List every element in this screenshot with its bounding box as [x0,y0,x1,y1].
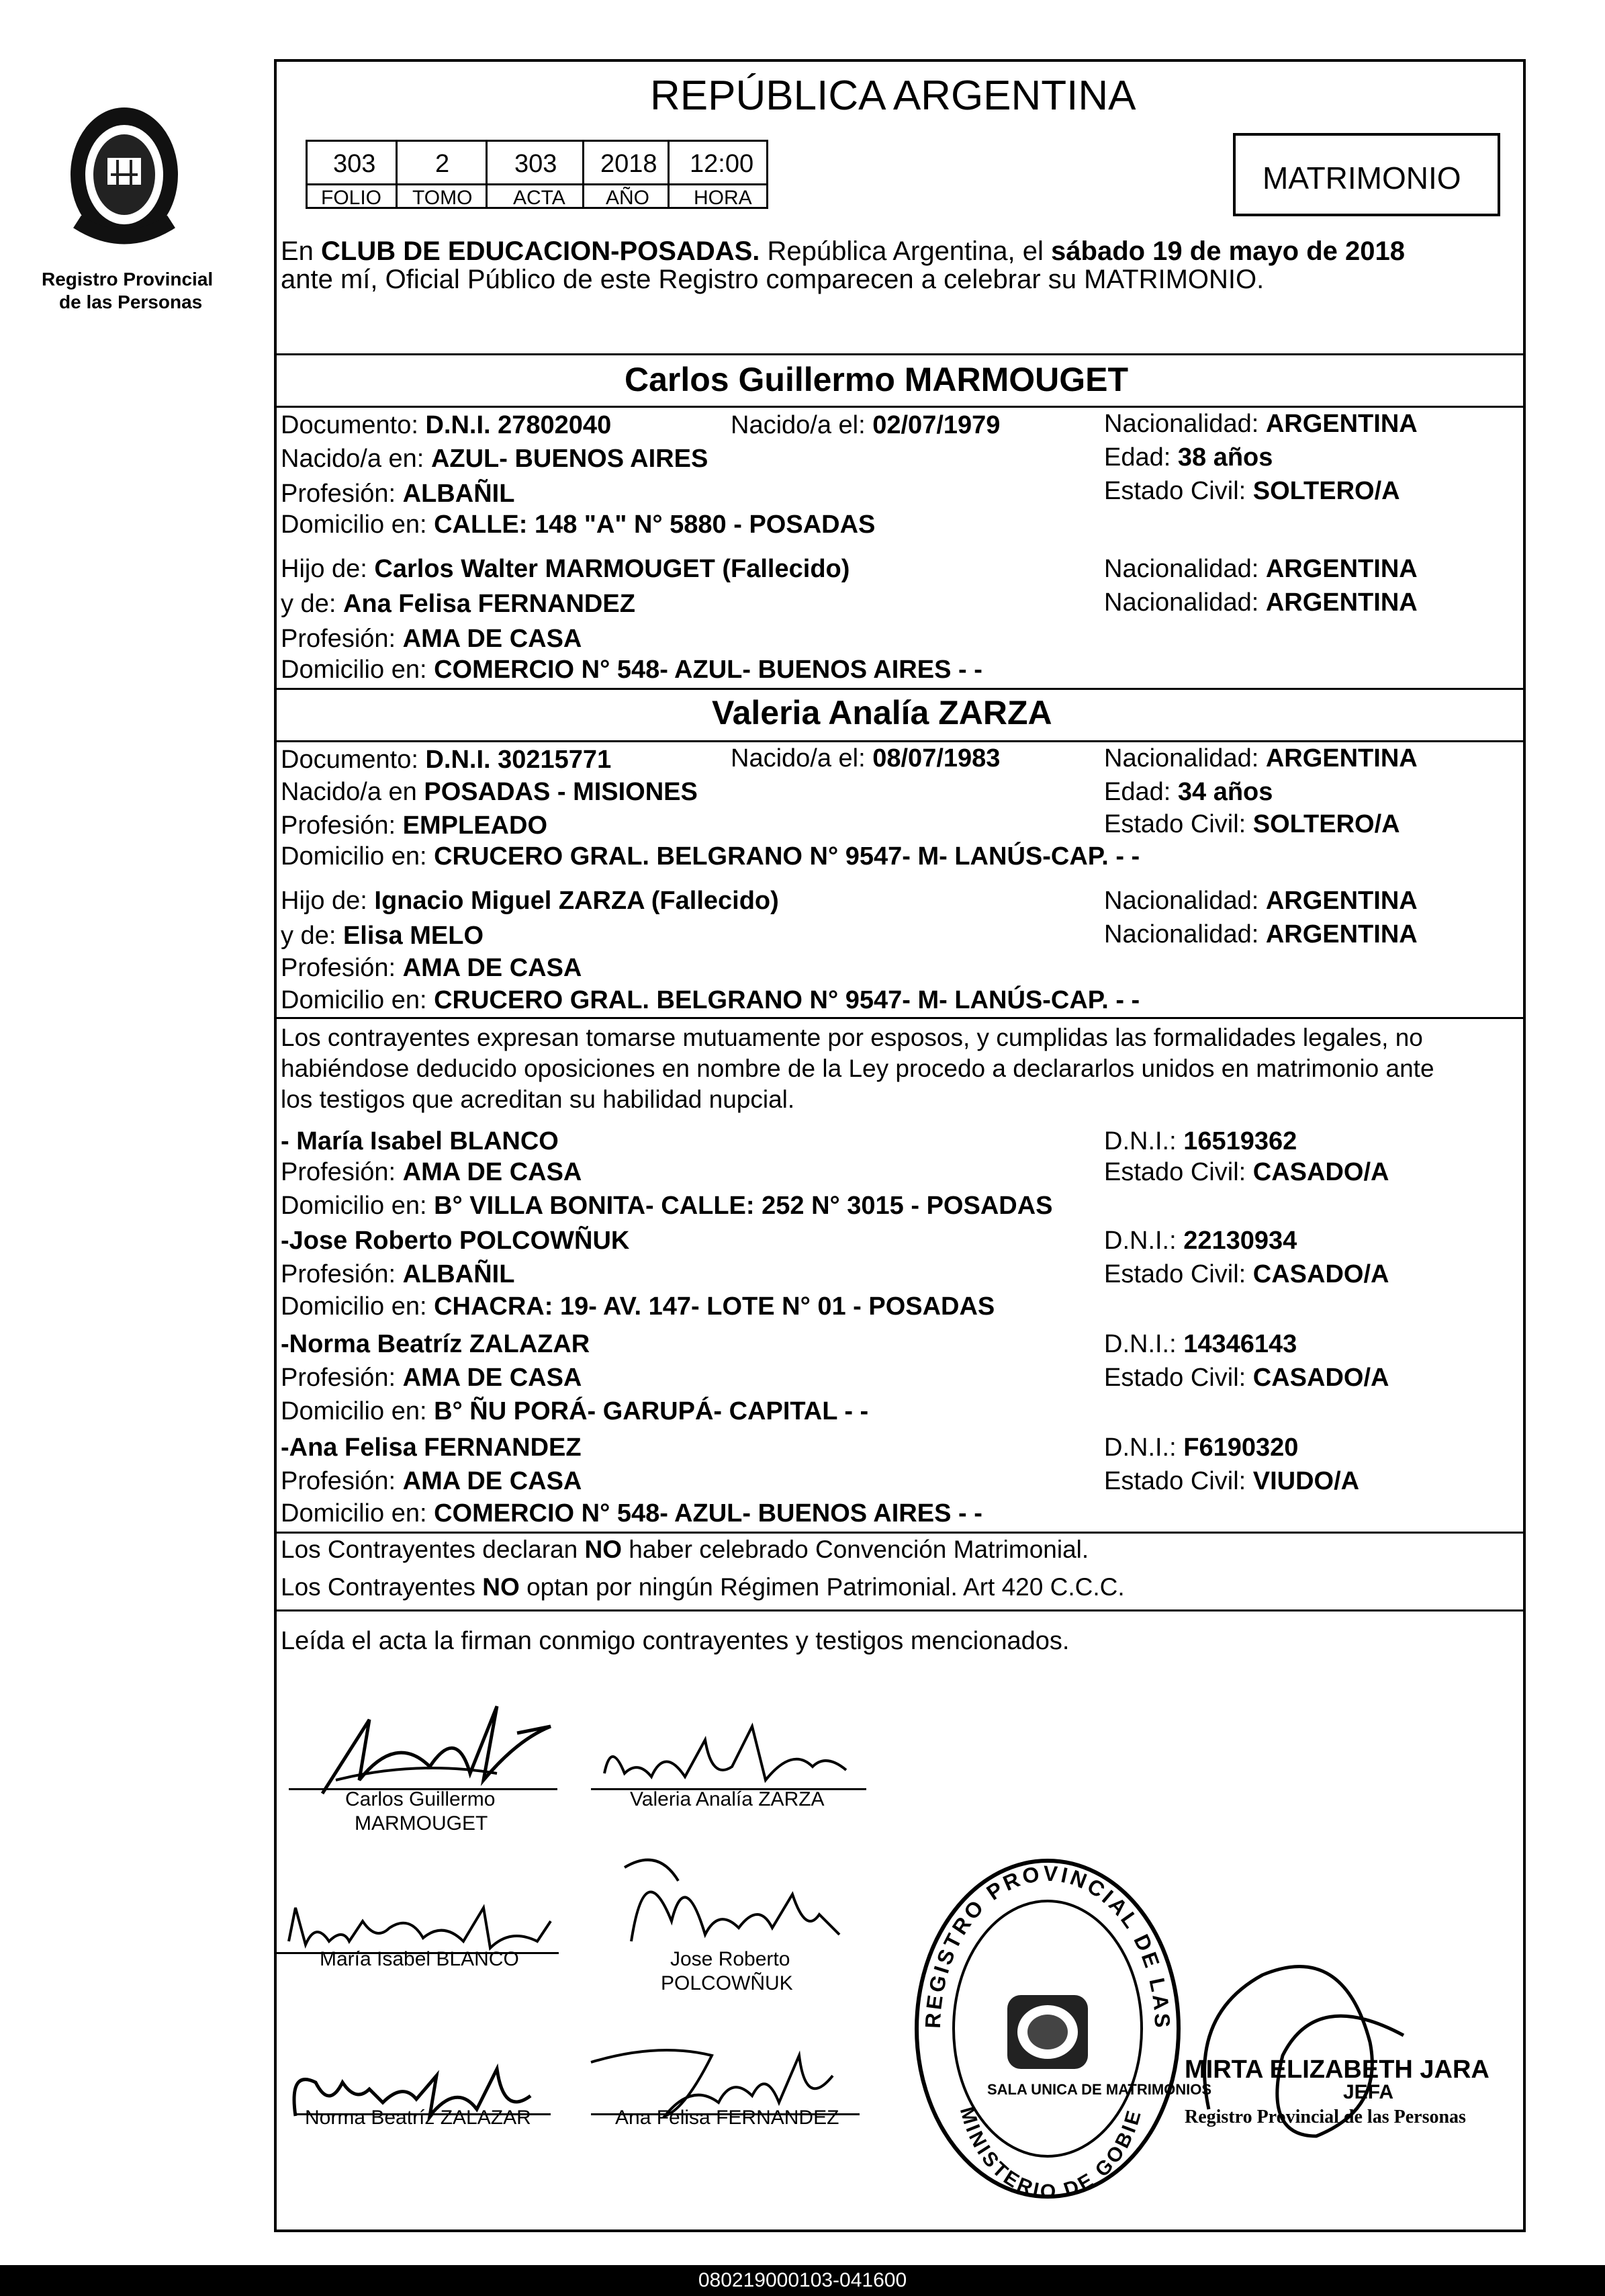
hora-label: HORA [668,183,768,209]
witness-3-civil: Estado Civil: CASADO/A [1104,1364,1389,1392]
spouse2-civil: Estado Civil: SOLTERO/A [1104,810,1400,838]
official-office: Registro Provincial de las Personas [1185,2107,1466,2127]
spouse1-age: Edad: 38 años [1104,443,1273,472]
spouse2-age: Edad: 34 años [1104,778,1273,806]
divider-1 [274,353,1526,355]
spouse2-doc: Documento: D.N.I. 30215771 [281,746,612,774]
intro-line-2: ante mí, Oficial Público de este Registro comparecen a celebrar su MATRIMONIO. [281,265,1265,294]
witness-4-prof: Profesión: AMA DE CASA [281,1467,582,1495]
signature-1-name-2: MARMOUGET [355,1812,488,1835]
witness-2-addr: Domicilio en: CHACRA: 19- AV. 147- LOTE N° 01 - POSADAS [281,1292,995,1321]
tomo-cell: 2 [396,140,488,185]
witness-1-prof: Profesión: AMA DE CASA [281,1158,582,1186]
witness-3-name: -Norma Beatríz ZALAZAR [281,1330,590,1358]
official-role: JEFA [1343,2081,1394,2103]
spouse2-parent-addr: Domicilio en: CRUCERO GRAL. BELGRANO N° 9547- M- LANÚS-CAP. - - [281,986,1140,1014]
witness-4-addr: Domicilio en: COMERCIO N° 548- AZUL- BUENOS AIRES - - [281,1499,982,1528]
signature-3-name: María Isabel BLANCO [320,1948,519,1970]
spouse2-born: Nacido/a el: 08/07/1983 [731,744,1001,772]
divider-4 [274,740,1526,742]
intro-line-1: En CLUB DE EDUCACION-POSADAS. República Argentina, el sábado 19 de mayo de 2018 [281,236,1405,266]
witness-2-prof: Profesión: ALBAÑIL [281,1260,515,1288]
witness-3-addr: Domicilio en: B° ÑU PORÁ- GARUPÁ- CAPITAL - - [281,1397,869,1425]
witness-3-dni: D.N.I.: 14346143 [1104,1330,1297,1358]
anio-cell: 2018 [582,140,670,185]
spouse2-mother-nat: Nacionalidad: ARGENTINA [1104,920,1418,948]
declaration-line-3: los testigos que acreditan su habilidad nupcial. [281,1086,795,1113]
witness-4-name: -Ana Felisa FERNANDEZ [281,1433,582,1462]
spouse2-prof: Profesión: EMPLEADO [281,811,548,840]
spouse1-mother: y de: Ana Felisa FERNANDEZ [281,590,635,618]
witness-1-addr: Domicilio en: B° VILLA BONITA- CALLE: 252 N° 3015 - POSADAS [281,1192,1053,1220]
witness-1-dni: D.N.I.: 16519362 [1104,1127,1297,1155]
witness-2-name: -Jose Roberto POLCOWÑUK [281,1227,630,1255]
witness-4-civil: Estado Civil: VIUDO/A [1104,1467,1360,1495]
doc-type: MATRIMONIO [1263,161,1461,195]
official-seal [900,1841,1212,2203]
signature-4-name-2: POLCOWÑUK [661,1972,793,1994]
signature-4-name-1: Jose Roberto [670,1948,790,1970]
acta-cell: 303 [486,140,584,185]
divider-2 [274,406,1526,408]
registry-logo [37,94,212,262]
witness-1-civil: Estado Civil: CASADO/A [1104,1158,1389,1186]
spouse2-parent-prof: Profesión: AMA DE CASA [281,954,582,982]
spouse1-place: Nacido/a en: AZUL- BUENOS AIRES [281,445,708,473]
spouse1-nat: Nacionalidad: ARGENTINA [1104,410,1418,438]
spouse1-addr: Domicilio en: CALLE: 148 "A" N° 5880 - POSADAS [281,511,876,539]
signature-1-scribble [295,1679,578,1800]
declaration-line-1: Los contrayentes expresan tomarse mutuamente por esposos, y cumplidas las formalidades legales, no [281,1024,1423,1051]
hora-cell: 12:00 [668,140,768,185]
provincial-shield-icon [37,94,212,262]
signature-2-scribble [598,1720,880,1794]
witness-1-name: - María Isabel BLANCO [281,1127,559,1155]
seal-top-text: REGISTRO PROVINCIAL DE LAS [920,1861,1175,2031]
logo-text-2: de las Personas [59,292,203,312]
signature-1-name-1: Carlos Guillermo [345,1788,496,1810]
convention-line-2: Los Contrayentes NO optan por ningún Régimen Patrimonial. Art 420 C.C.C. [281,1573,1125,1601]
acta-label: ACTA [486,183,584,209]
logo-text-1: Registro Provincial [42,269,214,290]
footer-code: 080219000103-041600 [0,2265,1605,2296]
witness-2-civil: Estado Civil: CASADO/A [1104,1260,1389,1288]
divider-3 [274,688,1526,690]
folio-label: FOLIO [306,183,398,209]
spouse1-name: Carlos Guillermo MARMOUGET [625,361,1129,398]
spouse1-parent-addr: Domicilio en: COMERCIO N° 548- AZUL- BUENOS AIRES - - [281,656,982,684]
signature-6-name: Ana Felisa FERNANDEZ [615,2107,839,2129]
divider-6 [274,1532,1526,1534]
witness-3-prof: Profesión: AMA DE CASA [281,1364,582,1392]
spouse1-prof: Profesión: ALBAÑIL [281,480,515,508]
anio-label: AÑO [582,183,670,209]
seal-bottom-text: MINISTERIO DE GOBIE [955,2104,1146,2203]
signature-5-name: Norma Beatríz ZALAZAR [305,2107,531,2129]
spouse2-father: Hijo de: Ignacio Miguel ZARZA (Fallecido) [281,887,779,915]
spouse2-nat: Nacionalidad: ARGENTINA [1104,744,1418,772]
spouse2-name: Valeria Analía ZARZA [712,694,1052,732]
spouse2-father-nat: Nacionalidad: ARGENTINA [1104,887,1418,915]
spouse1-father-nat: Nacionalidad: ARGENTINA [1104,555,1418,583]
spouse2-mother: y de: Elisa MELO [281,922,484,950]
official-name: MIRTA ELIZABETH JARA [1185,2056,1489,2084]
seal-stamp-icon [900,1841,1195,2203]
divider-7 [274,1609,1526,1611]
witness-4-dni: D.N.I.: F6190320 [1104,1433,1299,1462]
spouse1-civil: Estado Civil: SOLTERO/A [1104,477,1400,505]
declaration-line-2: habiéndose deducido oposiciones en nombre de la Ley procedo a declararlos unidos en matrimonio ante [281,1055,1434,1082]
divider-5 [274,1017,1526,1019]
doc-type-box [1233,133,1500,216]
spouse1-mother-nat: Nacionalidad: ARGENTINA [1104,588,1418,617]
convention-line-1: Los Contrayentes declaran NO haber celebrado Convención Matrimonial. [281,1536,1089,1563]
spouse2-place: Nacido/a en POSADAS - MISIONES [281,778,698,806]
spouse1-born: Nacido/a el: 02/07/1979 [731,411,1001,439]
signature-2-name: Valeria Analía ZARZA [630,1788,825,1810]
spouse1-parent-prof: Profesión: AMA DE CASA [281,625,582,653]
closing-text: Leída el acta la firman conmigo contrayentes y testigos mencionados. [281,1627,1070,1655]
country-title: REPÚBLICA ARGENTINA [650,73,1136,119]
folio-cell: 303 [306,140,398,185]
spouse1-father: Hijo de: Carlos Walter MARMOUGET (Fallecido) [281,555,850,583]
witness-2-dni: D.N.I.: 22130934 [1104,1227,1297,1255]
tomo-label: TOMO [396,183,488,209]
seal-middle-text: SALA UNICA DE MATRIMONIOS [987,2081,1212,2098]
signature-4-scribble [618,1841,860,1961]
spouse2-addr: Domicilio en: CRUCERO GRAL. BELGRANO N° 9547- M- LANÚS-CAP. - - [281,842,1140,871]
spouse1-doc: Documento: D.N.I. 27802040 [281,411,612,439]
